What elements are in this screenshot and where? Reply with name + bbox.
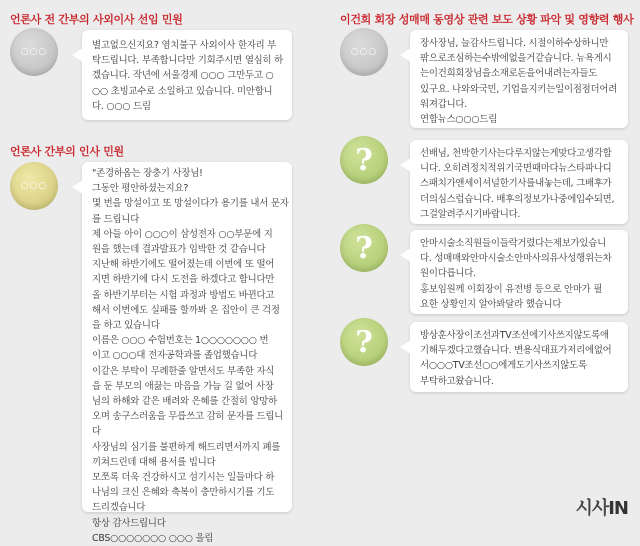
message-line: 원이다릅니다. bbox=[420, 268, 476, 280]
message-line: "존경하옵는 장충기 사장님! bbox=[92, 168, 203, 179]
logo-in: IN bbox=[608, 498, 628, 519]
message-line: CBS○○○○○○○ ○○○ 올림 bbox=[92, 532, 214, 544]
heading-outside-director: 언론사 전 간부의 사외이사 선임 민원 bbox=[10, 13, 183, 26]
message-line: 겠습니다. 작년에 서울경제 ○○○ 그만두고 ○ bbox=[92, 70, 274, 82]
avatar-label: ○○○ bbox=[20, 47, 48, 57]
message-line: 스패치가앤세이셔널한기사를내놓는데, 그배후가 bbox=[420, 178, 612, 190]
message-line: 항상 감사드립니다 bbox=[92, 517, 166, 529]
message-line: 있구요. 나와와국민, 기업을지키는일이점점더어려 bbox=[420, 83, 618, 95]
message-line: 지난해 하반기에도 떨어졌는데 이번에 또 떨어 bbox=[92, 259, 275, 271]
message-line: 몇 번을 망설이고 또 망설이다가 용기를 내서 문자 bbox=[92, 198, 289, 210]
message-line: 이름은 ○○○ 수험번호는 1○○○○○○○ 번 bbox=[92, 335, 269, 347]
message-line: 기해두겠다고했습니다. 변용식대표가저리에없어 bbox=[420, 345, 612, 357]
message-bubble-chosun bbox=[410, 322, 628, 392]
message-line: 오며 송구스러움을 무릅쓰고 감히 문자를 드립니 bbox=[92, 411, 284, 423]
message-line: 탁드립니다. 부족합니다만 기회주시면 열심히 하 bbox=[92, 55, 284, 67]
sisain-logo bbox=[575, 494, 628, 520]
message-line: 해서 이번에도 실패를 할까봐 온 집안이 큰 걱정 bbox=[92, 304, 280, 316]
avatar bbox=[340, 318, 388, 366]
message-line: 팎으로조심하는수밖에없을거같습니다. 뉴욕게시 bbox=[420, 53, 612, 65]
message-line: 요한 상황인지 알아봐달라 했습니다 bbox=[420, 298, 562, 310]
message-line: 방상훈사장이조선과TV조선에기사쓰지않도록애 bbox=[420, 330, 609, 341]
message-line: 지면 하반기에 다시 도전을 하겠다고 합니다만 bbox=[92, 274, 275, 286]
message-line: 니다. 오히려정치적위기국면때마다뉴스타파나디 bbox=[420, 163, 612, 175]
message-line: 을 둔 부모의 애끓는 마음을 가늠 길 없어 사장 bbox=[92, 380, 274, 392]
message-line: 서○○○TV조선○○에게도기사쓰지않도록 bbox=[420, 360, 587, 372]
message-line: 모쪼록 더욱 건강하시고 섬기시는 일들마다 하 bbox=[92, 472, 275, 484]
avatar bbox=[340, 136, 388, 184]
message-line: 드리겠습니다 bbox=[92, 502, 146, 514]
message-line: 워져갑니다. bbox=[420, 98, 468, 110]
message-line: 을 하고 있습니다 bbox=[92, 320, 160, 332]
message-line: ○○ 초빙교수로 소일하고 있습니다. 미안합니 bbox=[92, 85, 273, 97]
message-line: 홍보임원께 이회장이 유전병 등으로 안마가 필 bbox=[420, 283, 603, 295]
message-line: 올 하반기부터는 시험 과정과 방법도 바뀐다고 bbox=[92, 289, 275, 301]
message-line: 이같은 부탁이 무례한줄 알면서도 부족한 자식 bbox=[92, 365, 275, 377]
message-line: 안마시술소직원들이들락거렸다는제보가있습니 bbox=[420, 238, 606, 249]
message-line: 다. 성매매와안마시술소안마사의유사성행위는차 bbox=[420, 253, 612, 265]
message-line: 그걸알려주시기바랍니다. bbox=[420, 208, 521, 220]
avatar bbox=[340, 28, 388, 76]
message-line: 를 드립니다 bbox=[92, 213, 140, 225]
message-line: 원을 했는데 결과발표가 임박한 것 같습니다 bbox=[92, 244, 266, 256]
avatar bbox=[340, 224, 388, 272]
logo-text: 시사 bbox=[575, 498, 609, 519]
message-bubble-personnel-request bbox=[82, 162, 292, 544]
message-bubble-outside-director bbox=[82, 30, 292, 120]
message-bubble-senior bbox=[410, 140, 628, 224]
message-line: 나님의 크신 은혜와 축복이 충만하시기를 기도 bbox=[92, 487, 275, 499]
question-mark-icon: ? bbox=[355, 324, 373, 360]
message-line: 장사장님, 늘감사드립니다. 시절이하수상하니만 bbox=[420, 38, 609, 49]
question-mark-icon: ? bbox=[355, 142, 373, 178]
avatar-label: ○○○ bbox=[20, 181, 48, 191]
avatar-label: ○○○ bbox=[350, 47, 378, 57]
message-line: 연합뉴스○○○드림 bbox=[420, 114, 498, 126]
message-line: 끼쳐드린데 대해 용서를 빕니다 bbox=[92, 456, 216, 468]
message-bubble-yonhap bbox=[410, 30, 628, 128]
message-line: 선배님, 천박한기사는다루지않는게맞다고생각합 bbox=[420, 148, 612, 159]
message-line: 부탁하고왔습니다. bbox=[420, 375, 494, 387]
message-line: 다. ○○○ 드림 bbox=[92, 100, 151, 112]
message-line: 사장님의 심기를 불편하게 해드리면서까지 폐를 bbox=[92, 441, 281, 453]
message-line: 별고없으신지요? 염치불구 사외이사 한자리 부 bbox=[92, 40, 277, 51]
avatar bbox=[10, 28, 58, 76]
message-line: 더의심스럽습니다. 배후의정보가나중에입수되면, bbox=[420, 193, 615, 205]
avatar bbox=[10, 162, 58, 210]
message-line: 그동안 평안하셨는지요? bbox=[92, 183, 189, 195]
question-mark-icon: ? bbox=[355, 230, 373, 266]
message-line: 제 아들 아이 ○○○이 삼성전자 ○○부문에 지 bbox=[92, 228, 273, 240]
message-bubble-massage bbox=[410, 230, 628, 314]
message-line: 님의 하해와 같은 배려와 은혜를 간절히 앙망하 bbox=[92, 396, 277, 408]
heading-personnel-request: 언론사 간부의 인사 민원 bbox=[10, 145, 124, 158]
message-line: 다 bbox=[92, 426, 101, 438]
message-line: 는이건희회장님을소재로돈을어내려는자들도 bbox=[420, 68, 598, 80]
message-line: 이고 ○○○대 전자공학과를 졸업했습니다 bbox=[92, 350, 258, 362]
heading-video-report: 이건희 회장 성매매 동영상 관련 보도 상황 파악 및 영향력 행사 bbox=[340, 13, 634, 26]
